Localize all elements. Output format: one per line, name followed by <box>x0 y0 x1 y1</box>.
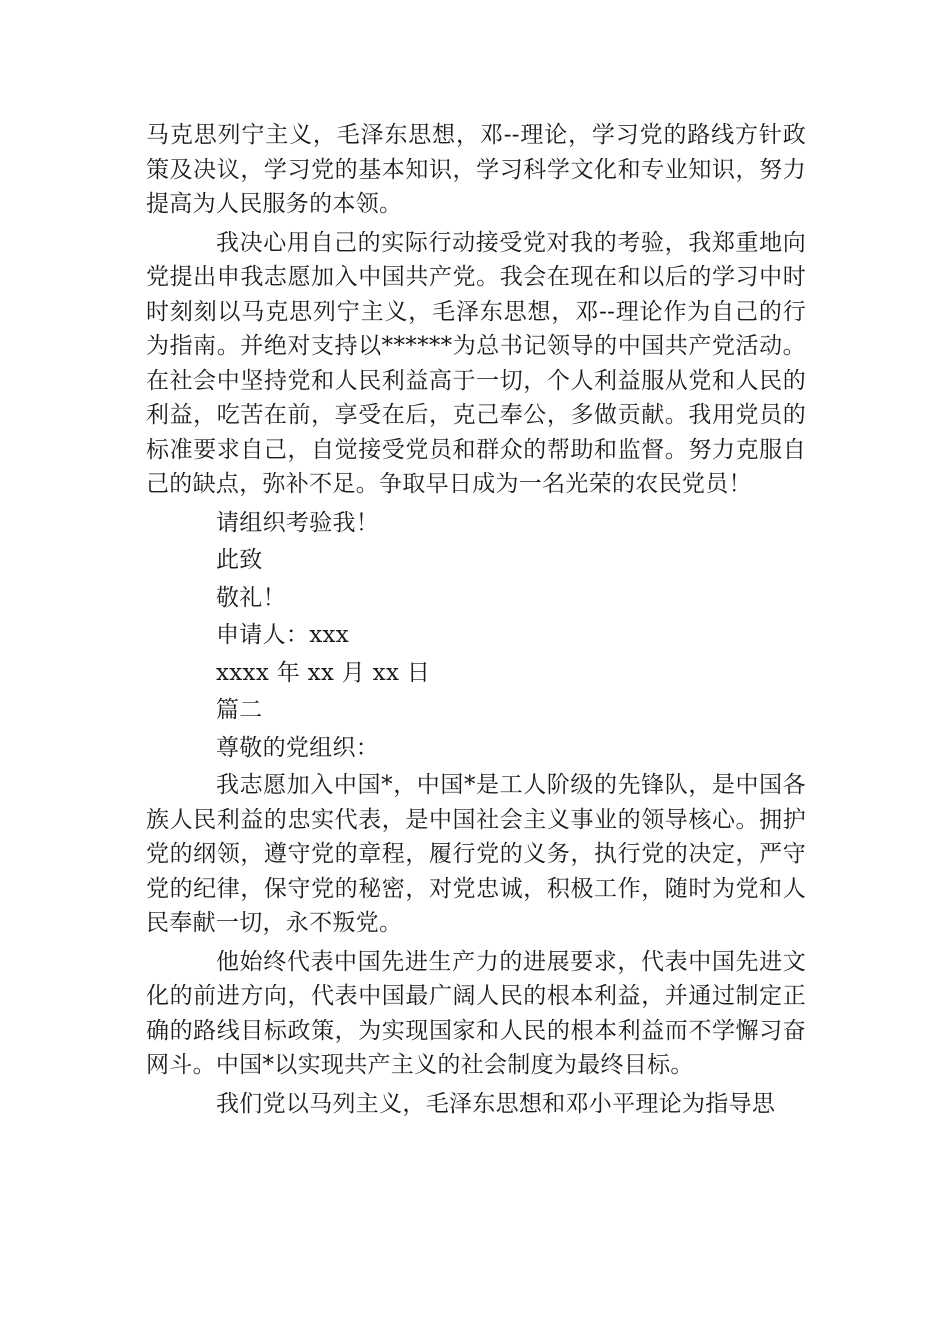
paragraph-party-represents: 他始终代表中国先进生产力的进展要求，代表中国先进文化的前进方向，代表中国最广阔人民的根本利益，并通过制定正确的路线目标政策，为实现国家和人民的根本利益而不学懈习奋网斗。中国*以实现共产主义的社会制度为最终目标。 <box>146 948 806 1078</box>
document-body <box>146 118 806 1125</box>
paragraph-study-goals: 马克思列宁主义，毛泽东思想，邓--理论，学习党的路线方针政策及决议，学习党的基本知识，学习科学文化和专业知识，努力提高为人民服务的本领。 <box>146 122 806 217</box>
paragraph-guiding-thought: 我们党以马列主义，毛泽东思想和邓小平理论为指导思 <box>216 1090 776 1117</box>
section-two-greeting: 尊敬的党组织： <box>216 734 380 761</box>
paragraph-join-party: 我志愿加入中国*，中国*是工人阶级的先锋队，是中国各族人民利益的忠实代表，是中国社会主义事业的领导核心。拥护党的纲领，遵守党的章程，履行党的义务，执行党的决定，严守党的纪律，保守党的秘密，对党忠诚，积极工作，随时为党和人民奉献一切，永不叛党。 <box>146 772 806 936</box>
section-two-heading: 篇二 <box>216 697 263 723</box>
paragraph-commitment: 我决心用自己的实际行动接受党对我的考验，我郑重地向党提出申我志愿加入中国共产党。我会在现在和以后的学习中时时刻刻以马克思列宁主义，毛泽东思想，邓--理论作为自己的行为指南。并绝对支持以******为总书记领导的中国共产党活动。在社会中坚持党和人民利益高于一切，个人利益服从党和人民的利益，吃苦在前，享受在后，克己奉公，多做贡献。我用党员的标准要求自己，自觉接受党员和群众的帮助和监督。努力克服自己的缺点，弥补不足。争取早日成为一名光荣的农民党员！ <box>146 229 806 497</box>
applicant-name: 申请人：xxx <box>216 622 350 648</box>
application-date: xxxx 年 xx 月 xx 日 <box>216 659 431 686</box>
closing-salutation-1: 此致 <box>216 547 263 573</box>
closing-request: 请组织考验我！ <box>216 509 380 536</box>
closing-salutation-2: 敬礼！ <box>216 584 286 611</box>
